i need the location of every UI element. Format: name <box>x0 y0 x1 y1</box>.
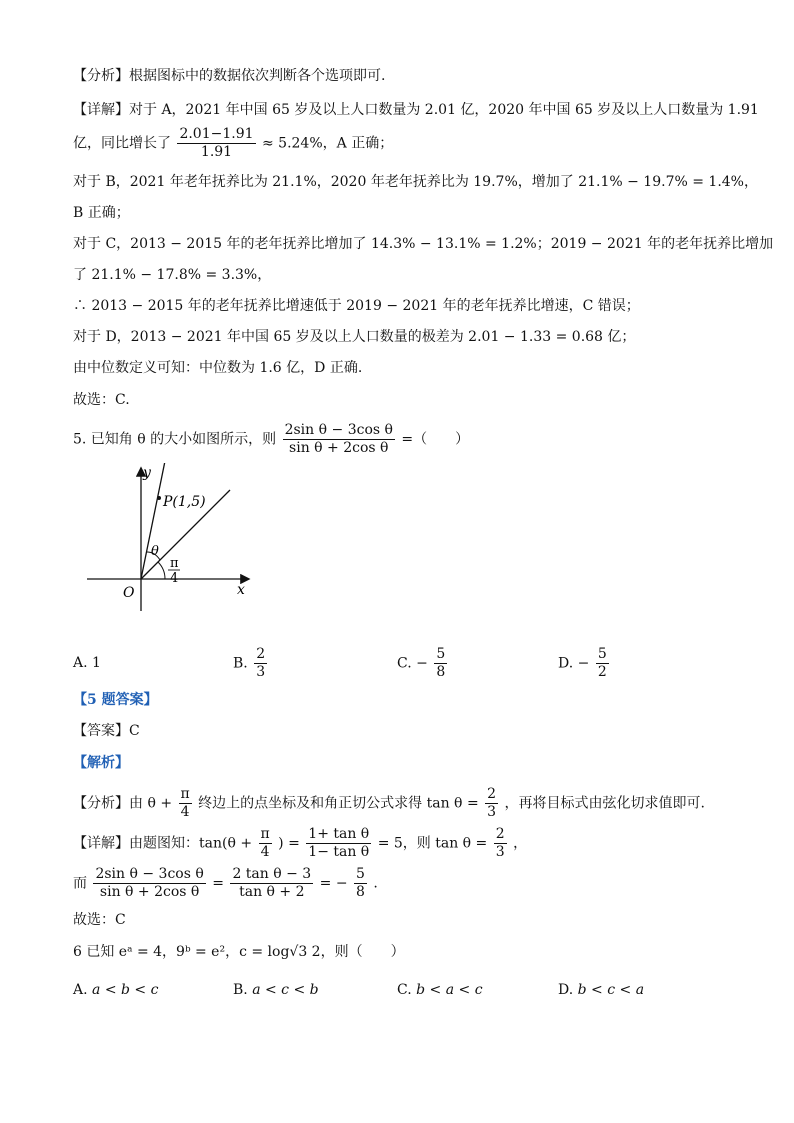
x-axis-label: x <box>237 582 245 598</box>
analysis-5-frac-1-num: π <box>180 786 190 802</box>
analysis-5-frac-2-num: 2 <box>487 786 497 802</box>
option-d[interactable] <box>558 646 611 681</box>
q6-option-a-text: a < b < c <box>92 982 159 998</box>
option-d-label: D. <box>558 655 574 672</box>
detail-5-pre: 【详解】由题图知：tan(θ + <box>73 835 253 852</box>
option-d-sign: − <box>577 655 590 672</box>
analysis-5-frac-2 <box>485 786 498 821</box>
option-a-value: 1 <box>92 655 101 671</box>
option-b-den: 3 <box>256 664 266 680</box>
detail-5-frac-1-den: 4 <box>260 844 270 860</box>
evaluation-5-frac-a-num: 2sin θ − 3cos θ <box>95 866 204 882</box>
detail-line-6: 了 21.1% − 17.8% = 3.3%， <box>73 267 272 283</box>
analysis-5 <box>73 786 705 821</box>
option-c-fraction <box>434 646 447 681</box>
question-5-stem <box>73 422 469 457</box>
detail-line-2-pre: 亿，同比增长了 <box>73 135 171 152</box>
option-a[interactable] <box>73 655 101 671</box>
evaluation-5-frac-a <box>93 866 205 901</box>
point-p <box>157 496 161 500</box>
detail-5-mid-1: ) = <box>278 835 300 852</box>
detail-line-5: 对于 C，2013 − 2015 年的老年抚养比增加了 14.3% − 13.1% = 1.2%；2019 − 2021 年的老年抚养比增加 <box>73 236 774 252</box>
point-label: P(1,5) <box>163 494 206 510</box>
detail-line-9: 由中位数定义可知：中位数为 1.6 亿，D 正确. <box>73 360 363 376</box>
q6-option-b-label: B. <box>233 982 248 998</box>
analysis-5-mid: 终边上的点坐标及和角正切公式求得 tan θ = <box>198 795 479 812</box>
detail-line-7: ∴ 2013 − 2015 年的老年抚养比增速低于 2019 − 2021 年的老年抚养比增速，C 错误； <box>73 298 640 314</box>
evaluation-5-pre: 而 <box>73 875 87 892</box>
detail-line-3: 对于 B，2021 年老年抚养比为 21.1%，2020 年老年抚养比为 19.7%，增加了 21.1% − 19.7% = 1.4%， <box>73 174 758 190</box>
growth-fraction <box>177 126 255 161</box>
detail-5 <box>73 826 527 861</box>
detail-5-frac-3 <box>494 826 507 861</box>
q6-option-d-label: D. <box>558 982 574 998</box>
evaluation-5-eq-2: = − <box>319 875 348 892</box>
question-6-stem: 6 已知 eᵃ = 4，9ᵇ = e²，c = log√3 2，则（ ） <box>73 944 405 960</box>
detail-5-frac-2-den: 1− tan θ <box>308 844 370 860</box>
q6-option-c-label: C. <box>397 982 412 998</box>
detail-5-frac-3-num: 2 <box>495 826 505 842</box>
q6-option-d[interactable] <box>558 982 644 998</box>
detail-5-frac-2-num: 1+ tan θ <box>308 826 370 842</box>
detail-5-frac-1-num: π <box>260 826 270 842</box>
analysis-5-post: ，再将目标式由弦化切求值即可. <box>504 795 705 812</box>
y-axis-label: y <box>143 465 151 481</box>
option-a-label: A. <box>73 655 88 671</box>
option-c-sign: − <box>416 655 428 672</box>
detail-5-mid-2: = 5，则 tan θ = <box>377 835 488 852</box>
detail-line-8: 对于 D，2013 − 2021 年中国 65 岁及以上人口数量的极差为 2.01 − 1.33 = 0.68 亿； <box>73 329 636 345</box>
evaluation-5-frac-a-den: sin θ + 2cos θ <box>99 884 200 900</box>
detail-line-2-post: ≈ 5.24%，A 正确； <box>261 135 394 152</box>
choose-line-5: 故选：C <box>73 912 126 928</box>
q6-option-c-text: b < a < c <box>416 982 483 998</box>
detail-5-post: ， <box>513 835 528 852</box>
growth-fraction-num: 2.01−1.91 <box>179 126 254 142</box>
detail-5-frac-3-den: 3 <box>495 844 505 860</box>
option-b-fraction <box>254 646 267 681</box>
growth-fraction-den: 1.91 <box>200 144 233 160</box>
theta-label: θ <box>151 544 159 559</box>
option-b-label: B. <box>233 655 248 672</box>
choose-line-4: 故选：C. <box>73 392 130 408</box>
q6-option-c[interactable] <box>397 982 483 998</box>
analysis-line: 【分析】根据图标中的数据依次判断各个选项即可. <box>73 68 386 84</box>
evaluation-5-frac-b <box>230 866 313 901</box>
angle-den-label: 4 <box>170 571 179 586</box>
analysis-5-frac-2-den: 3 <box>487 804 497 820</box>
question-5-den: sin θ + 2cos θ <box>289 440 389 456</box>
question-5-post: =（ ） <box>401 431 470 448</box>
angle-num-label: π <box>170 556 179 571</box>
question-5-fraction <box>283 422 395 457</box>
detail-line-2 <box>73 126 393 161</box>
option-b[interactable] <box>233 646 269 681</box>
evaluation-5-frac-b-den: tan θ + 2 <box>239 884 305 900</box>
evaluation-5-frac-c-den: 8 <box>356 884 365 900</box>
q6-option-b[interactable] <box>233 982 319 998</box>
option-d-den: 2 <box>597 664 607 680</box>
option-c-num: 5 <box>436 646 446 662</box>
answer-5: 【答案】C <box>73 723 140 739</box>
option-c-den: 8 <box>436 664 446 680</box>
pi4-arc <box>158 562 165 579</box>
q6-option-b-text: a < c < b <box>252 982 319 998</box>
jiexi-5: 【解析】 <box>73 755 129 771</box>
question-5-num: 2sin θ − 3cos θ <box>284 422 393 438</box>
detail-line-4: B 正确； <box>73 205 130 221</box>
detail-5-frac-1 <box>259 826 272 861</box>
q6-option-a-label: A. <box>73 982 88 998</box>
analysis-5-pre: 【分析】由 θ + <box>73 795 173 812</box>
angle-diagram <box>85 463 260 618</box>
analysis-5-frac-1 <box>179 786 192 821</box>
evaluation-5-post: . <box>373 875 378 892</box>
analysis-5-frac-1-den: 4 <box>180 804 190 820</box>
option-c-label: C. <box>397 655 412 672</box>
evaluation-5-frac-b-num: 2 tan θ − 3 <box>232 866 312 882</box>
evaluation-5-frac-c <box>354 866 367 901</box>
origin-label: O <box>123 585 135 601</box>
detail-5-frac-2 <box>306 826 371 861</box>
answer-header-5: 【5 题答案】 <box>73 692 158 708</box>
evaluation-5-frac-c-num: 5 <box>356 866 365 882</box>
option-b-num: 2 <box>256 646 266 662</box>
evaluation-5-eq-1: = <box>212 875 224 892</box>
evaluation-5 <box>73 866 378 901</box>
option-d-fraction <box>596 646 609 681</box>
q6-option-a[interactable] <box>73 982 158 998</box>
question-5-pre: 5. 已知角 θ 的大小如图所示，则 <box>73 431 277 448</box>
detail-line-1: 【详解】对于 A，2021 年中国 65 岁及以上人口数量为 2.01 亿，2020 年中国 65 岁及以上人口数量为 1.91 <box>73 102 759 118</box>
option-c[interactable] <box>397 646 449 681</box>
option-d-num: 5 <box>597 646 607 662</box>
q6-option-d-text: b < c < a <box>577 982 645 998</box>
